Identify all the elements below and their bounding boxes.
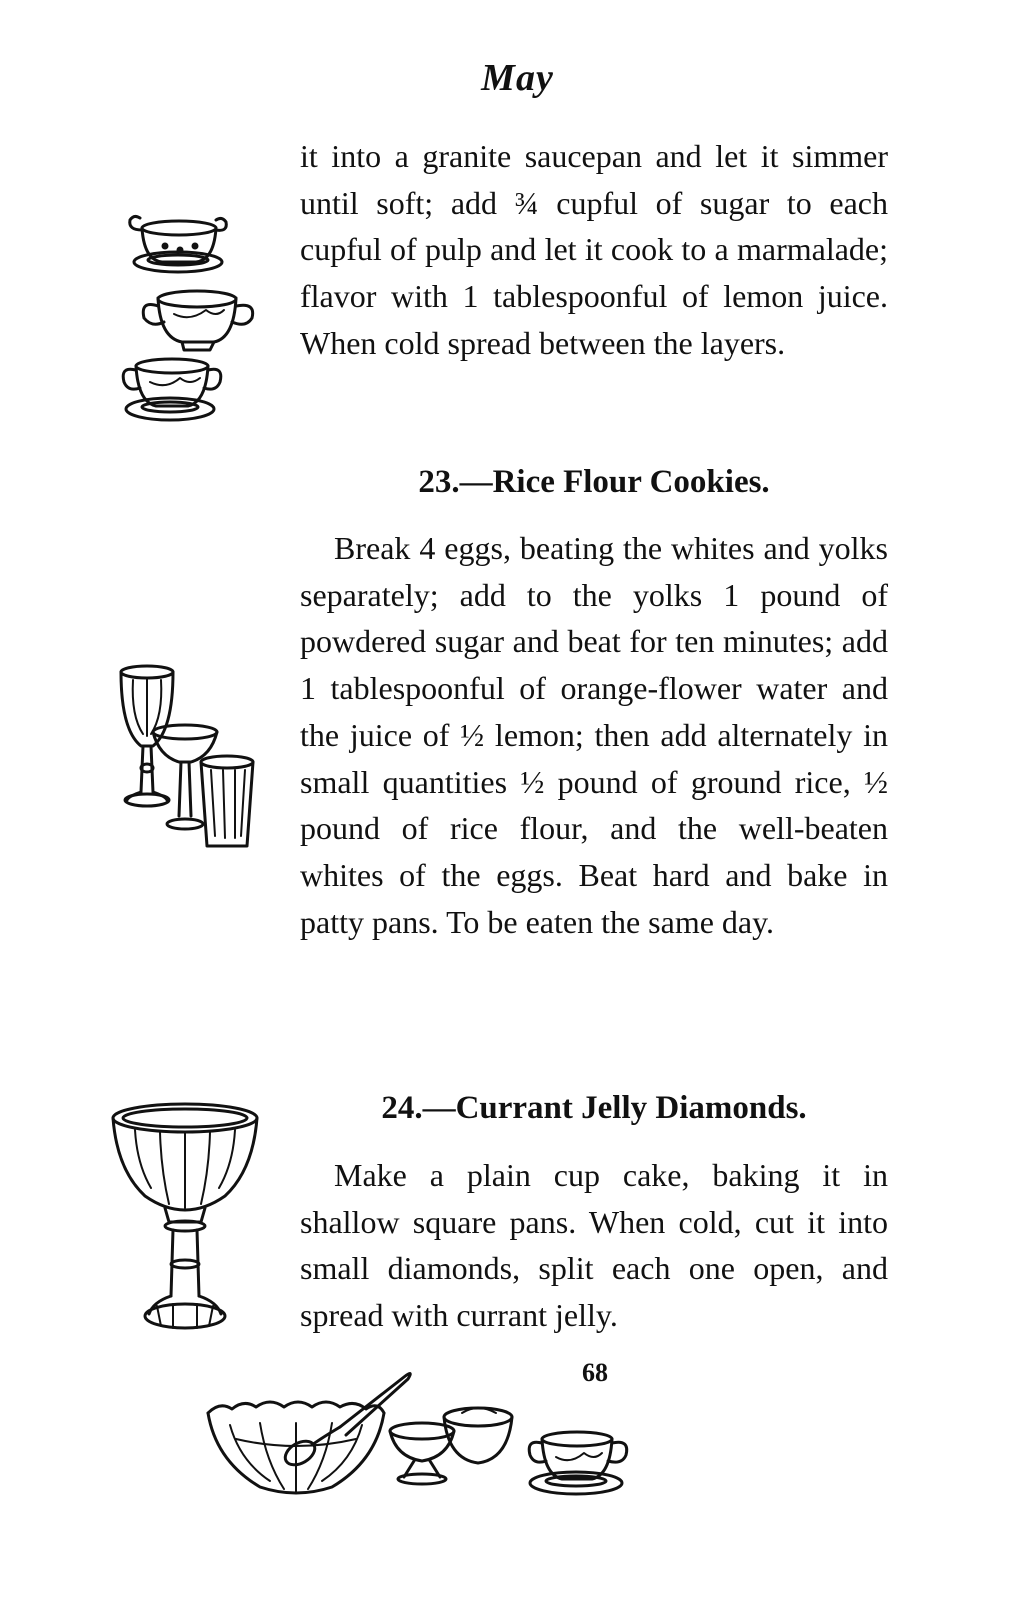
footed-compote-illustration: [105, 1100, 265, 1335]
recipe-heading-23: 23.—Rice Flour Cookies.: [418, 464, 770, 500]
tumbler-icon: [201, 756, 253, 846]
recipe-block-23: [300, 525, 888, 945]
cup-icon: [123, 359, 221, 420]
recipe-text-24: Make a plain cup cake, baking it in shallow square pans. When cold, cut it into small diamonds, split each one open, and spread with currant jelly.: [300, 1157, 888, 1334]
ladle-icon: [281, 1373, 410, 1469]
punch-bowl-icon: [208, 1402, 384, 1493]
page-number: 68: [582, 1358, 608, 1387]
recipe-heading-24: 24.—Currant Jelly Diamonds.: [381, 1090, 807, 1126]
cup-icon: [130, 216, 227, 272]
recipe-block-24: [300, 1152, 888, 1339]
cup-icon: [529, 1432, 627, 1494]
punch-bowl-and-cups-illustration: [200, 1365, 640, 1505]
sherbet-cup-icon: [390, 1423, 454, 1484]
running-head: May: [481, 57, 554, 99]
cup-icon: [143, 291, 252, 350]
goblets-and-tumbler-illustration: [115, 660, 260, 855]
intro-paragraph-block: [300, 133, 888, 367]
cups-and-saucers-illustration: [110, 210, 270, 435]
wine-glass-icon: [153, 725, 217, 829]
recipe-text-23: Break 4 eggs, beating the whites and yolks separately; add to the yolks 1 pound of powdered sugar and beat for ten minutes; add 1 tablespoonful of orange-flower water and the juice of ½ lemon; then add alternately in small quantities ½ pound of ground rice, ½ pound of rice flour, and the well-beaten whites of the eggs. Beat hard and bake in patty pans. To be eaten the same day.: [300, 530, 888, 940]
intro-paragraph: it into a granite saucepan and let it simmer until soft; add ¾ cupful of sugar to each cupful of pulp and let it cook to a marmalade; flavor with 1 tablespoonful of lemon juice. When cold spread between the layers.: [300, 138, 888, 361]
